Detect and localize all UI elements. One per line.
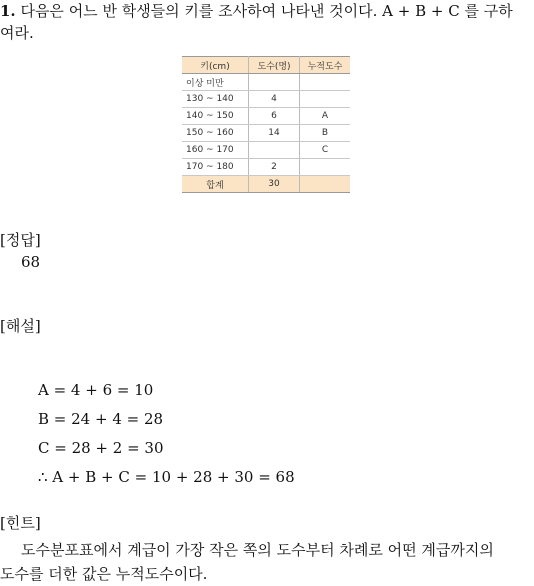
table-cell: 150 ~ 160 bbox=[182, 125, 249, 142]
table-cell bbox=[300, 176, 351, 193]
table-cell bbox=[249, 74, 300, 91]
table-total-row bbox=[182, 176, 350, 193]
table-cell: 4 bbox=[249, 91, 300, 108]
explanation-line: ∴ A + B + C = 10 + 28 + 30 = 68 bbox=[38, 468, 295, 486]
hint-text bbox=[0, 538, 534, 586]
table-cell bbox=[300, 74, 351, 91]
header-cumulative: 누적도수 bbox=[300, 57, 351, 74]
table-cell: 6 bbox=[249, 108, 300, 125]
table-cell: 14 bbox=[249, 125, 300, 142]
table-cell bbox=[300, 91, 351, 108]
question-line-1: 다음은 어느 반 학생들의 키를 조사하여 나타낸 것이다. A + B + C 를 구하 bbox=[20, 2, 513, 20]
table-cell bbox=[249, 142, 300, 159]
header-height: 키(cm) bbox=[182, 57, 249, 74]
table-row bbox=[182, 108, 350, 125]
hint-line-2: 도수를 더한 값은 누적도수이다. bbox=[0, 565, 208, 583]
table-row bbox=[182, 91, 350, 108]
table-cell: 30 bbox=[249, 176, 300, 193]
table-row bbox=[182, 125, 350, 142]
table-cell: 130 ~ 140 bbox=[182, 91, 249, 108]
table-row bbox=[182, 74, 350, 91]
header-frequency: 도수(명) bbox=[249, 57, 300, 74]
table-cell: 2 bbox=[249, 159, 300, 176]
explanation-label: [해설] bbox=[0, 317, 41, 335]
explanation-line: A = 4 + 6 = 10 bbox=[38, 381, 154, 399]
table-cell: B bbox=[300, 125, 351, 142]
table-cell: 이상 미만 bbox=[182, 74, 249, 91]
hint-label: [힌트] bbox=[0, 514, 41, 532]
table-cell: 합계 bbox=[182, 176, 249, 193]
explanation-line: B = 24 + 4 = 28 bbox=[38, 410, 164, 428]
table-cell: 170 ~ 180 bbox=[182, 159, 249, 176]
table-cell: 160 ~ 170 bbox=[182, 142, 249, 159]
explanation-line: C = 28 + 2 = 30 bbox=[38, 439, 164, 457]
frequency-table bbox=[182, 56, 350, 193]
table-cell: A bbox=[300, 108, 351, 125]
table-cell bbox=[300, 159, 351, 176]
table-cell: 140 ~ 150 bbox=[182, 108, 249, 125]
hint-line-1: 도수분포표에서 계급이 가장 작은 쪽의 도수부터 차례로 어떤 계급까지의 bbox=[21, 541, 494, 559]
question-text bbox=[0, 0, 530, 44]
table-row bbox=[182, 159, 350, 176]
table-cell: C bbox=[300, 142, 351, 159]
answer-value: 68 bbox=[21, 253, 41, 271]
question-line-2: 여라. bbox=[0, 24, 34, 42]
question-number: 1. bbox=[0, 2, 16, 20]
answer-label: [정답] bbox=[0, 231, 41, 249]
table-row bbox=[182, 142, 350, 159]
table-header-row bbox=[182, 57, 350, 74]
